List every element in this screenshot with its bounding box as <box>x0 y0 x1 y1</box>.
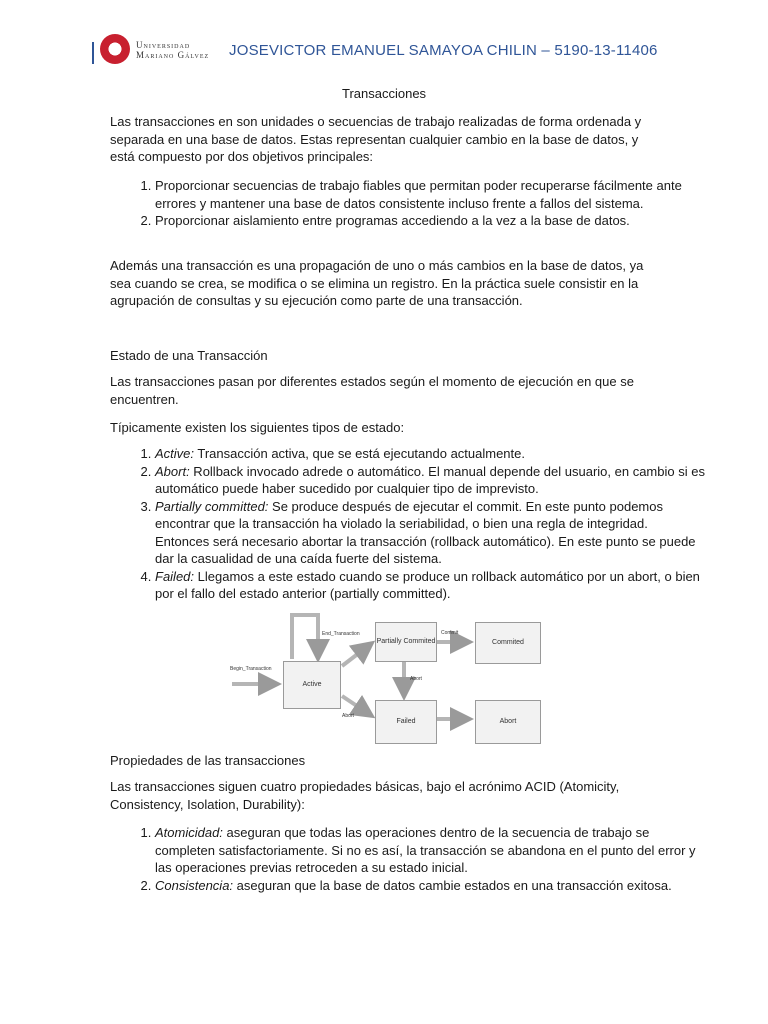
label-abort-1: Abort <box>410 676 422 682</box>
label-end-transaction: End_Transaction <box>322 631 360 637</box>
label-commit: Commit <box>441 630 459 636</box>
header-bar <box>92 42 94 64</box>
author-line: JOSEVICTOR EMANUEL SAMAYOA CHILIN – 5190-13-11406 <box>229 42 658 59</box>
node-partially-commited: Partially Commited <box>375 622 437 662</box>
list-item: 2. Proporcionar aislamiento entre programas accediendo a la vez a la base de datos. <box>155 212 705 230</box>
list-item <box>155 445 705 463</box>
state-term: Abort: <box>155 463 190 479</box>
state-term: Failed: <box>155 568 195 584</box>
state-term: Partially committed: <box>155 498 269 514</box>
arrow-to-partially-commited <box>342 643 372 666</box>
university-line1: Universidad <box>136 40 191 50</box>
prop-term: Consistencia: <box>155 877 234 893</box>
section-heading-propiedades: Propiedades de las transacciones <box>110 753 306 768</box>
objectives-list <box>110 177 705 230</box>
label-begin-transaction: Begin_Transaction <box>230 666 272 672</box>
intro2-paragraph: Además una transacción es una propagación de uno o más cambios en la base de datos, ya sea cuando se crea, se modifica o se elimina un registro. En la práctica suele consistir en la agrupación de consultas y su ejecución como parte de una transacción. <box>110 258 644 308</box>
state-term: Active: <box>155 446 195 461</box>
node-abort: Abort <box>475 700 541 744</box>
states-list <box>110 445 705 603</box>
university-line2: Mariano Gálvez <box>136 50 210 60</box>
list-item <box>155 463 705 498</box>
page-header <box>92 32 692 72</box>
node-commited: Commited <box>475 622 541 664</box>
list-item <box>155 498 705 568</box>
state-text: Rollback invocado adrede o automático. El manual depende del usuario, en cambio si es automático puede haber sucedido por cualquier tipo de imprevisto. <box>155 463 705 496</box>
section-heading-estado: Estado de una Transacción <box>110 348 268 363</box>
estado-paragraph1: Las transacciones pasan por diferentes estados según el momento de ejecución en que se encuentren. <box>110 374 634 407</box>
estado-paragraph2: Típicamente existen los siguientes tipos de estado: <box>110 420 405 435</box>
label-abort-2: Abort <box>342 713 354 719</box>
state-text: Se produce después de ejecutar el commit. En este punto podemos encontrar que la transacción ha violado la seriabilidad, o bien una regla de integridad. Entonces será necesario abortar la transacción (rollback automático). En este punto se puede dar la casualidad de una caída fuerte del sistema. <box>155 498 696 566</box>
propiedades-paragraph: Las transacciones siguen cuatro propiedades básicas, bajo el acrónimo ACID (Atomicity, Consistency, Isolation, Durability): <box>110 779 620 812</box>
list-item: 1. Proporcionar secuencias de trabajo fiables que permitan poder recuperarse fácilmente ante errores y mantener una base de datos consistente incluso frente a fallos del sistema. <box>155 177 705 212</box>
transaction-state-diagram <box>230 611 545 746</box>
state-text: Llegamos a este estado cuando se produce un rollback automático por un abort, o bien por el fallo del estado anterior (partially committed). <box>155 568 700 601</box>
state-text: Transacción activa, que se está ejecutando actualmente. <box>194 446 525 461</box>
university-name <box>136 40 209 60</box>
prop-text: aseguran que todas las operaciones dentro de la secuencia de trabajo se completen satisfactoriamente. Si no es así, la transacción se abandona en el punto del error y las operaciones previas retroceden a su estado inicial. <box>155 825 696 875</box>
node-active: Active <box>283 661 341 709</box>
prop-text: aseguran que la base de datos cambie estados en una transacción exitosa. <box>233 877 672 893</box>
prop-term: Atomicidad: <box>155 825 223 840</box>
university-seal-icon <box>100 34 130 64</box>
props-list <box>110 824 705 894</box>
list-item <box>155 568 705 603</box>
page-title: Transacciones <box>342 86 427 101</box>
list-item <box>155 824 705 877</box>
list-item <box>155 877 705 895</box>
intro-paragraph: Las transacciones en son unidades o secuencias de trabajo realizadas de forma ordenada y separada en una base de datos. Estas representan cualquier cambio en la base de datos, y está compuesto por dos objetivos principales: <box>110 114 642 164</box>
node-failed: Failed <box>375 700 437 744</box>
arrow-end-transaction <box>292 615 318 659</box>
